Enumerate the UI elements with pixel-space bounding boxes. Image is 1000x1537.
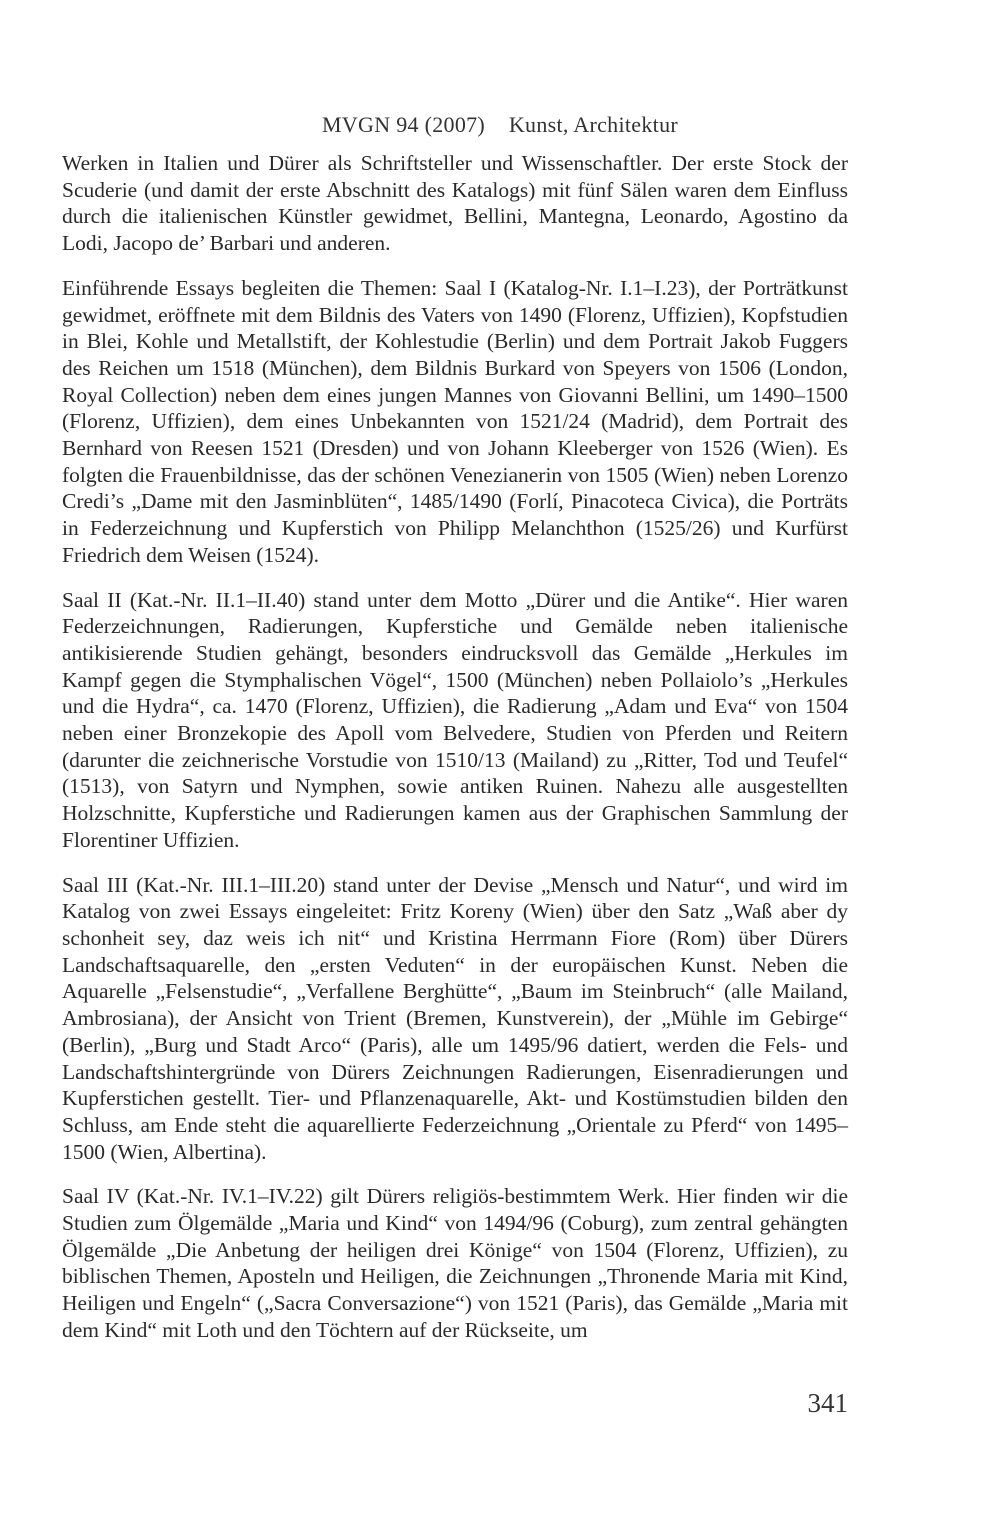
body-text: [62, 150, 848, 1344]
paragraph-continuation: Werken in Italien und Dürer als Schriftsteller und Wissenschaftler. Der erste Stock der Scuderie (und damit der erste Abschnitt des Katalogs) mit fünf Sälen waren dem Einfluss durch die italienischen Künstler gewidmet, Bellini, Mantegna, Leonardo, Agostino da Lodi, Jacopo de’ Barbari und anderen.: [62, 151, 848, 256]
running-head: [0, 112, 1000, 138]
paragraph-saal-4: Saal IV (Kat.-Nr. IV.1–IV.22) gilt Dürers religiös-bestimmtem Werk. Hier finden wir die Studien zum Ölgemälde „Maria und Kind“ von 1494/96 (Coburg), zum zentral gehängten Ölgemälde „Die Anbetung der heiligen drei Könige“ von 1504 (Florenz, Uffizien), zu biblischen Themen, Aposteln und Heiligen, die Zeichnungen „Thronende Maria mit Kind, Heiligen und Engeln“ („Sacra Conversazione“) von 1521 (Paris), das Gemälde „Maria mit dem Kind“ mit Loth und den Töchtern auf der Rückseite, um: [62, 1184, 848, 1342]
section-title: Kunst, Architektur: [508, 112, 679, 137]
paragraph-saal-3: Saal III (Kat.-Nr. III.1–III.20) stand unter der Devise „Mensch und Natur“, und wird im Katalog von zwei Essays eingeleitet: Fritz Koreny (Wien) über den Satz „Waß aber dy schonheit sey, daz weis ich nit“ und Kristina Herrmann Fiore (Rom) über Dürers Landschaftsaquarelle, den „ersten Veduten“ in der europäischen Kunst. Neben die Aquarelle „Felsenstudie“, „Verfallene Berghütte“, „Baum im Steinbruch“ (alle Mailand, Ambrosiana), der Ansicht von Trient (Bremen, Kunstverein), der „Mühle im Gebirge“ (Berlin), „Burg und Stadt Arco“ (Paris), alle um 1495/96 datiert, werden die Fels- und Landschaftshintergründe von Dürers Zeichnungen Radierungen, Eisenradierungen und Kupferstichen gestellt. Tier- und Pflanzenaquarelle, Akt- und Kostümstudien bilden den Schluss, am Ende steht die aquarellierte Federzeichnung „Orientale zu Pferd“ von 1495–1500 (Wien, Albertina).: [62, 872, 848, 1164]
paragraph-saal-1: Einführende Essays begleiten die Themen: Saal I (Katalog-Nr. I.1–I.23), der Porträtkunst gewidmet, eröffnete mit dem Bildnis des Vaters von 1490 (Florenz, Uffizien), Kopfstudien in Blei, Kohle und Metallstift, der Kohlestudie (Berlin) und dem Portrait Jakob Fuggers des Reichen um 1518 (München), dem Bildnis Burkard von Speyers von 1506 (London, Royal Collection) neben dem eines jungen Mannes von Giovanni Bellini, um 1490–1500 (Florenz, Uffizien), dem eines Unbekannten von 1521/24 (Madrid), dem Portrait des Bernhard von Reesen 1521 (Dresden) und von Johann Kleeberger von 1526 (Wien). Es folgten die Frauenbildnisse, das der schönen Venezianerin von 1505 (Wien) neben Lorenzo Credi’s „Dame mit den Jasminblüten“, 1485/1490 (Forlí, Pinacoteca Civica), die Porträts in Federzeichnung und Kupferstich von Philipp Melanchthon (1525/26) und Kurfürst Friedrich dem Weisen (1524).: [62, 275, 848, 567]
page-number: 341: [807, 1388, 848, 1418]
paragraph-saal-2: Saal II (Kat.-Nr. II.1–II.40) stand unter dem Motto „Dürer und die Antike“. Hier waren Federzeichnungen, Radierungen, Kupferstiche und Gemälde neben italienische antikisierende Studien gehängt, besonders eindrucksvoll das Gemälde „Herkules im Kampf gegen die Stymphalischen Vögel“, 1500 (München) neben Pollaiolo’s „Herkules und die Hydra“, ca. 1470 (Florenz, Uffizien), die Radierung „Adam und Eva“ von 1504 neben einer Bronzekopie des Apoll vom Belvedere, Studien von Pferden und Reitern (darunter die zeichnerische Vorstudie von 1510/13 (Mailand) zu „Ritter, Tod und Teufel“ (1513), von Satyrn und Nymphen, sowie antiken Ruinen. Nahezu alle ausgestellten Holzschnitte, Kupferstiche und Radierungen kamen aus der Graphischen Sammlung der Florentiner Uffizien.: [62, 587, 848, 852]
journal-citation: MVGN 94 (2007): [321, 112, 486, 137]
